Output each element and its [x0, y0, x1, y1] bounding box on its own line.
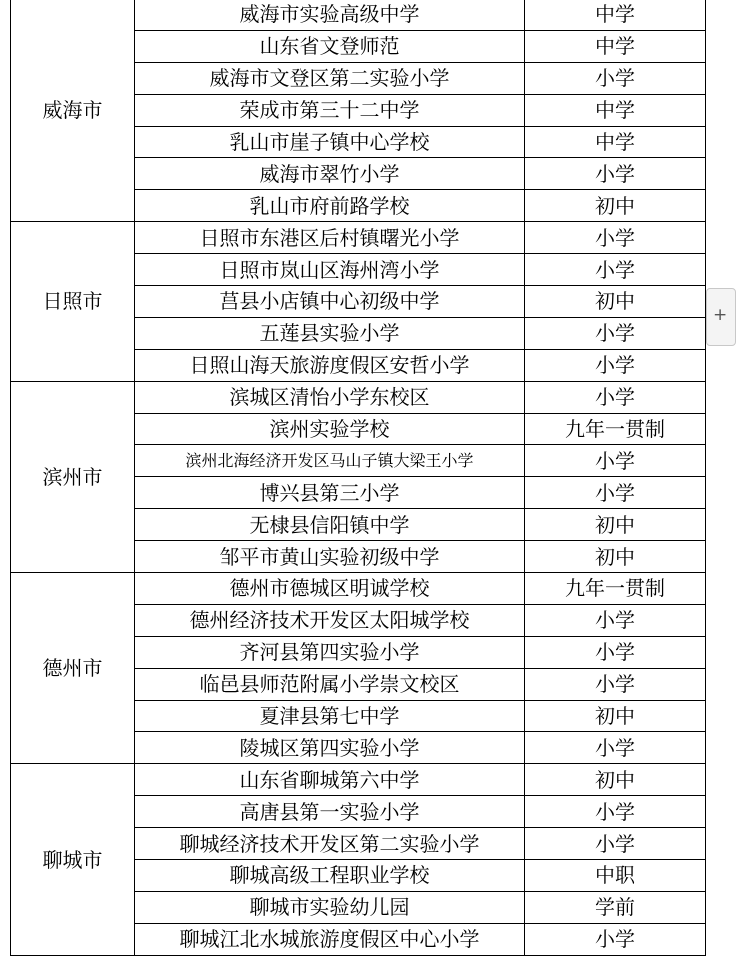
school-level-cell: 小学	[525, 349, 706, 381]
school-name-cell: 日照市岚山区海州湾小学	[135, 254, 525, 286]
school-name-cell: 山东省文登师范	[135, 30, 525, 62]
school-level-cell: 九年一贯制	[525, 573, 706, 605]
school-level-cell: 中学	[525, 94, 706, 126]
city-cell: 德州市	[11, 573, 135, 764]
table-row	[11, 573, 706, 605]
table-row	[11, 222, 706, 254]
school-name-cell: 日照市东港区后村镇曙光小学	[135, 222, 525, 254]
table-row	[11, 764, 706, 796]
school-name-cell: 邹平市黄山实验初级中学	[135, 541, 525, 573]
expand-side-tab[interactable]	[706, 288, 736, 346]
school-level-cell: 小学	[525, 381, 706, 413]
school-name-cell: 滨州北海经济开发区马山子镇大梁王小学	[135, 445, 525, 477]
city-cell: 日照市	[11, 222, 135, 381]
school-table-body	[11, 0, 706, 955]
school-level-cell: 初中	[525, 700, 706, 732]
school-level-cell: 小学	[525, 254, 706, 286]
school-level-cell: 小学	[525, 445, 706, 477]
school-table	[10, 0, 706, 956]
school-name-cell: 莒县小店镇中心初级中学	[135, 286, 525, 318]
city-cell: 滨州市	[11, 381, 135, 572]
school-name-cell: 临邑县师范附属小学崇文校区	[135, 668, 525, 700]
school-level-cell: 小学	[525, 158, 706, 190]
school-level-cell: 小学	[525, 62, 706, 94]
school-name-cell: 威海市文登区第二实验小学	[135, 62, 525, 94]
school-name-cell: 五莲县实验小学	[135, 317, 525, 349]
school-level-cell: 初中	[525, 541, 706, 573]
school-name-cell: 无棣县信阳镇中学	[135, 509, 525, 541]
table-row	[11, 381, 706, 413]
city-cell: 聊城市	[11, 764, 135, 955]
school-level-cell: 小学	[525, 668, 706, 700]
school-name-cell: 山东省聊城第六中学	[135, 764, 525, 796]
school-name-cell: 荣成市第三十二中学	[135, 94, 525, 126]
school-name-cell: 聊城江北水城旅游度假区中心小学	[135, 923, 525, 955]
school-level-cell: 小学	[525, 477, 706, 509]
school-name-cell: 博兴县第三小学	[135, 477, 525, 509]
school-name-cell: 日照山海天旅游度假区安哲小学	[135, 349, 525, 381]
plus-icon: +	[713, 305, 728, 325]
school-level-cell: 小学	[525, 636, 706, 668]
school-name-cell: 滨州实验学校	[135, 413, 525, 445]
school-level-cell: 初中	[525, 764, 706, 796]
school-level-cell: 小学	[525, 732, 706, 764]
school-level-cell: 初中	[525, 509, 706, 541]
school-level-cell: 中学	[525, 30, 706, 62]
school-level-cell: 初中	[525, 286, 706, 318]
school-level-cell: 中职	[525, 860, 706, 892]
school-name-cell: 夏津县第七中学	[135, 700, 525, 732]
school-name-cell: 聊城市实验幼儿园	[135, 891, 525, 923]
school-level-cell: 小学	[525, 828, 706, 860]
school-name-cell: 聊城高级工程职业学校	[135, 860, 525, 892]
city-cell: 威海市	[11, 0, 135, 222]
school-name-cell: 滨城区清怡小学东校区	[135, 381, 525, 413]
school-level-cell: 中学	[525, 126, 706, 158]
school-level-cell: 小学	[525, 796, 706, 828]
school-level-cell: 小学	[525, 222, 706, 254]
table-row	[11, 0, 706, 30]
school-level-cell: 学前	[525, 891, 706, 923]
school-name-cell: 乳山市崖子镇中心学校	[135, 126, 525, 158]
school-level-cell: 小学	[525, 923, 706, 955]
school-level-cell: 小学	[525, 604, 706, 636]
school-level-cell: 九年一贯制	[525, 413, 706, 445]
school-name-cell: 乳山市府前路学校	[135, 190, 525, 222]
school-name-cell: 威海市翠竹小学	[135, 158, 525, 190]
school-level-cell: 初中	[525, 190, 706, 222]
school-name-cell: 齐河县第四实验小学	[135, 636, 525, 668]
school-name-cell: 德州经济技术开发区太阳城学校	[135, 604, 525, 636]
school-name-cell: 高唐县第一实验小学	[135, 796, 525, 828]
school-name-cell: 威海市实验高级中学	[135, 0, 525, 30]
school-name-cell: 聊城经济技术开发区第二实验小学	[135, 828, 525, 860]
school-level-cell: 小学	[525, 317, 706, 349]
school-name-cell: 陵城区第四实验小学	[135, 732, 525, 764]
school-name-cell: 德州市德城区明诚学校	[135, 573, 525, 605]
school-level-cell: 中学	[525, 0, 706, 30]
